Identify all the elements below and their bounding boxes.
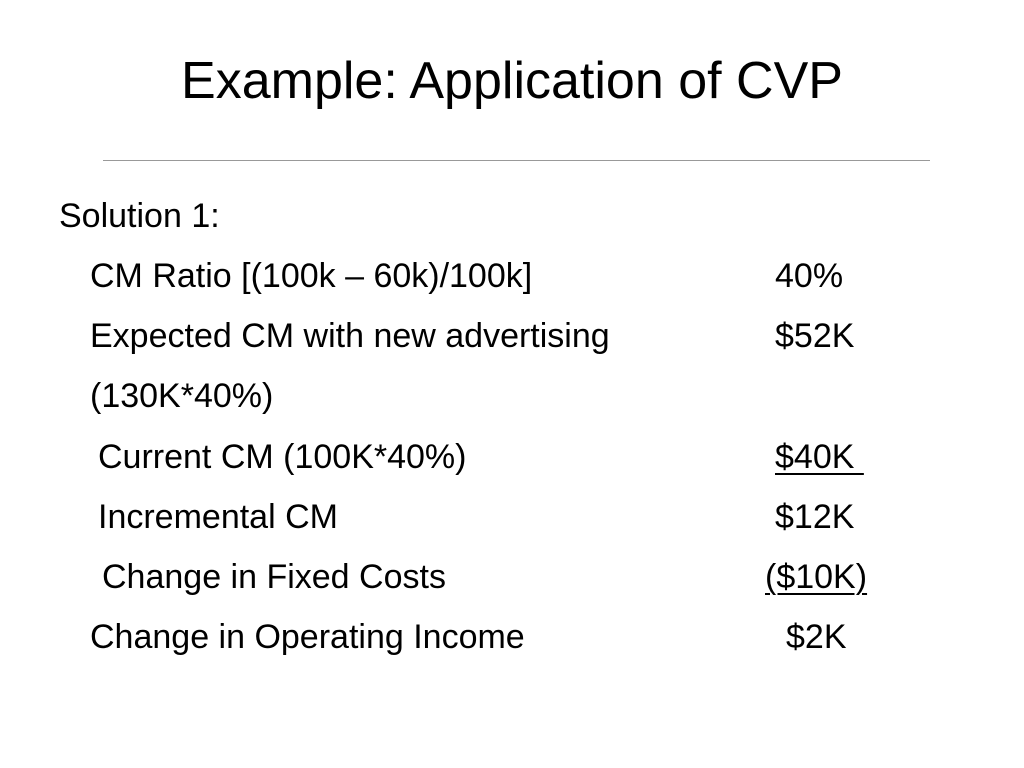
solution-heading: Solution 1: (59, 197, 220, 235)
slide-title: Example: Application of CVP (181, 52, 843, 110)
row-value-current-cm: $40K (775, 438, 864, 476)
row-value-fixed-costs: ($10K) (765, 558, 868, 596)
row-label-cm-ratio: CM Ratio [(100k – 60k)/100k] (90, 257, 533, 295)
row-value-incremental-cm: $12K (775, 498, 855, 536)
row-value-expected-cm: $52K (775, 317, 855, 355)
row-label-expected-cm-calc: (130K*40%) (90, 377, 274, 415)
row-value-cm-ratio: 40% (775, 257, 844, 295)
row-label-operating-income: Change in Operating Income (90, 618, 525, 656)
row-label-current-cm: Current CM (100K*40%) (98, 438, 467, 476)
title-divider (103, 160, 930, 161)
row-label-incremental-cm: Incremental CM (98, 498, 338, 536)
row-label-fixed-costs: Change in Fixed Costs (102, 558, 446, 596)
row-value-operating-income: $2K (786, 618, 847, 656)
row-label-expected-cm: Expected CM with new advertising (90, 317, 610, 355)
